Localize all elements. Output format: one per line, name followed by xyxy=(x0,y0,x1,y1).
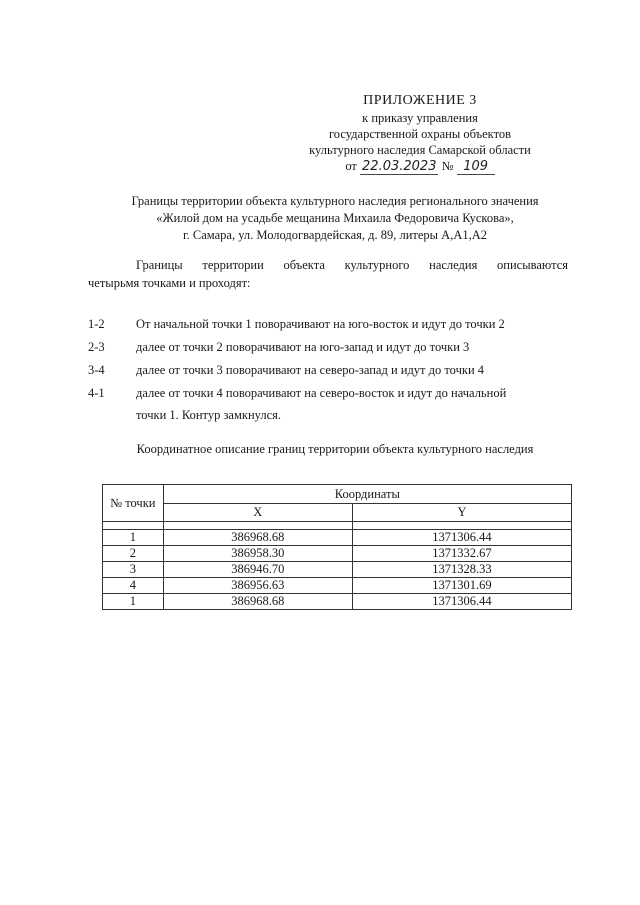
cell-x: 386946.70 xyxy=(163,562,352,578)
cell-y: 1371306.44 xyxy=(352,594,571,610)
coordinates-title: Координатное описание границ территории объекта культурного наследия xyxy=(136,442,534,456)
table-row xyxy=(103,578,572,594)
segment-code: 1-2 xyxy=(88,317,105,331)
table-row xyxy=(103,530,572,546)
cell-point: 1 xyxy=(103,594,164,610)
appendix-header xyxy=(300,92,540,175)
handwritten-date: 22.03.2023 xyxy=(362,159,437,174)
intro-line-1: Границы территории объекта культурного наследия описываются xyxy=(136,258,568,272)
boundary-description-list xyxy=(88,315,558,428)
header-y: Y xyxy=(352,504,571,522)
cell-x: 386968.68 xyxy=(163,530,352,546)
date-prefix: от xyxy=(345,159,357,173)
header-coordinates: Координаты xyxy=(163,485,571,504)
cell-y: 1371332.67 xyxy=(352,546,571,562)
appendix-title: ПРИЛОЖЕНИЕ 3 xyxy=(363,93,477,108)
cell-point: 4 xyxy=(103,578,164,594)
cell-y: 1371328.33 xyxy=(352,562,571,578)
table-row xyxy=(103,546,572,562)
appendix-line-1: к приказу управления xyxy=(362,111,478,125)
table-row xyxy=(103,594,572,610)
cell-point: 2 xyxy=(103,546,164,562)
heading-line-1: Границы территории объекта культурного наследия регионального значения xyxy=(131,194,539,208)
segment-text: далее от точки 2 поворачивают на юго-запад и идут до точки 3 xyxy=(136,340,470,354)
segment-text: далее от точки 3 поворачивают на северо-запад и идут до точки 4 xyxy=(136,363,485,377)
segment-code: 3-4 xyxy=(88,363,105,377)
segment-text: От начальной точки 1 поворачивают на юго-восток и идут до точки 2 xyxy=(136,317,505,331)
header-point-number: № точки xyxy=(103,485,164,522)
appendix-line-3: культурного наследия Самарской области xyxy=(309,143,531,157)
list-item xyxy=(88,338,558,361)
intro-paragraph xyxy=(88,256,568,292)
number-prefix: № xyxy=(441,159,454,173)
cell-point: 1 xyxy=(103,530,164,546)
heading-line-2: «Жилой дом на усадьбе мещанина Михаила Федоровича Кускова», xyxy=(156,211,514,225)
table-spacer-row xyxy=(103,522,572,530)
table-subheader-row xyxy=(103,504,572,522)
cell-y: 1371306.44 xyxy=(352,530,571,546)
segment-text-continuation: точки 1. Контур замкнулся. xyxy=(136,408,281,422)
heading-line-3: г. Самара, ул. Молодогвардейская, д. 89, литеры А,А1,А2 xyxy=(182,228,488,242)
cell-x: 386958.30 xyxy=(163,546,352,562)
cell-x: 386956.63 xyxy=(163,578,352,594)
list-item xyxy=(88,361,558,384)
cell-y: 1371301.69 xyxy=(352,578,571,594)
segment-text: далее от точки 4 поворачивают на северо-восток и идут до начальной xyxy=(136,386,507,400)
list-item xyxy=(88,315,558,338)
header-x: X xyxy=(163,504,352,522)
table-header-row xyxy=(103,485,572,504)
cell-x: 386968.68 xyxy=(163,594,352,610)
appendix-line-2: государственной охраны объектов xyxy=(328,127,512,141)
handwritten-number: 109 xyxy=(457,160,495,175)
list-item xyxy=(88,384,558,428)
coordinates-table xyxy=(102,484,572,610)
appendix-date-line xyxy=(300,158,540,175)
cell-point: 3 xyxy=(103,562,164,578)
table-row xyxy=(103,562,572,578)
segment-code: 2-3 xyxy=(88,340,105,354)
intro-line-2: четырьмя точками и проходят: xyxy=(88,276,251,290)
segment-code: 4-1 xyxy=(88,386,105,400)
segment-text-block xyxy=(136,384,556,424)
document-heading xyxy=(90,193,580,244)
